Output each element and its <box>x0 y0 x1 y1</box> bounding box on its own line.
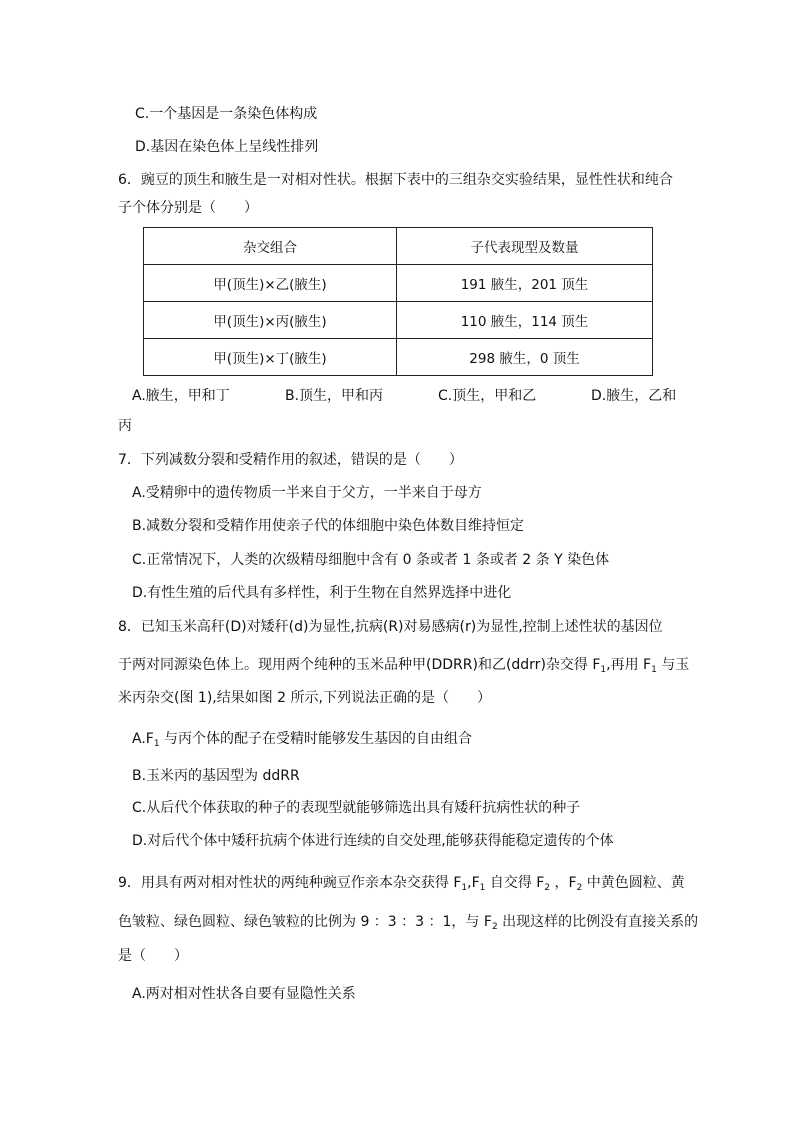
q6-option-d-continued: 丙 <box>118 418 132 434</box>
q8-stem-text: 于两对同源染色体上。现用两个纯种的玉米品种甲(DDRR)和乙(ddrr)杂交得 F <box>118 657 601 673</box>
table-row <box>144 339 653 376</box>
q9-stem-text: 9．用具有两对相对性状的两纯种豌豆作亲本杂交获得 F <box>118 875 462 891</box>
q6-stem-line2: 子个体分别是（ ） <box>118 200 258 216</box>
subscript: 1 <box>651 665 657 675</box>
q9-stem-text: ,F <box>467 875 480 891</box>
subscript: 1 <box>479 883 486 893</box>
q6-option-c: C.顶生，甲和乙 <box>438 388 537 404</box>
q7-option-a: A.受精卵中的遗传物质一半来自于父方，一半来自于母方 <box>132 485 482 501</box>
q6-stem-line1: 6．豌豆的顶生和腋生是一对相对性状。根据下表中的三组杂交实验结果，显性性状和纯合 <box>118 172 673 188</box>
q9-stem-line1 <box>118 873 685 898</box>
table-row <box>144 302 653 339</box>
q9-stem-line2 <box>118 912 698 937</box>
q8-option-d: D.对后代个体中矮秆抗病个体进行连续的自交处理,能够获得能稳定遗传的个体 <box>132 833 614 849</box>
table-header-cell: 子代表现型及数量 <box>397 228 653 265</box>
table-row <box>144 265 653 302</box>
subscript: 1 <box>153 739 160 749</box>
q8-stem-line2 <box>118 655 689 680</box>
subscript: 2 <box>491 922 498 932</box>
q6-option-b: B.顶生，甲和丙 <box>285 388 384 404</box>
subscript: 1 <box>461 883 468 893</box>
q6-option-a: A.腋生，甲和丁 <box>132 388 230 404</box>
q5-option-d: D.基因在染色体上呈线性排列 <box>135 139 319 155</box>
table-cell: 甲(顶生)×丁(腋生) <box>144 339 397 376</box>
q9-stem-text: ，F <box>550 875 577 891</box>
q9-stem-text: 出现这样的比例没有直接关系的 <box>497 914 699 930</box>
q8-stem-text: 与玉 <box>656 657 690 673</box>
q9-stem-line3: 是（ ） <box>118 948 188 964</box>
q8-stem-text: ,再用 F <box>606 657 652 673</box>
q7-option-b: B.减数分裂和受精作用使亲子代的体细胞中染色体数目维持恒定 <box>132 518 525 534</box>
table-cell: 甲(顶生)×丙(腋生) <box>144 302 397 339</box>
q8-stem-line3: 米丙杂交(图 1),结果如图 2 所示,下列说法正确的是（ ） <box>118 690 491 706</box>
subscript: 2 <box>576 883 583 893</box>
q9-stem-text: 中黄色圆粒、黄 <box>582 875 685 891</box>
q8-option-text: 与丙个体的配子在受精时能够发生基因的自由组合 <box>159 731 473 747</box>
q7-option-d: D.有性生殖的后代具有多样性，利于生物在自然界选择中进化 <box>132 585 512 601</box>
q9-option-a: A.两对相对性状各自要有显隐性关系 <box>132 986 356 1002</box>
table-cell: 191 腋生，201 顶生 <box>397 265 653 302</box>
table-cell: 298 腋生，0 顶生 <box>397 339 653 376</box>
table-header-row <box>144 228 653 265</box>
table-header-cell: 杂交组合 <box>144 228 397 265</box>
q9-stem-text: 色皱粒、绿色圆粒、绿色皱粒的比例为 9 ：3 ：3 ：1，与 F <box>118 914 492 930</box>
q8-option-text: A.F <box>132 731 154 747</box>
cross-results-table <box>143 227 653 376</box>
table-cell: 甲(顶生)×乙(腋生) <box>144 265 397 302</box>
q9-stem-text: 自交得 F <box>485 875 545 891</box>
q8-option-a <box>132 729 472 754</box>
subscript: 2 <box>544 883 551 893</box>
q6-option-d: D.腋生，乙和 <box>591 388 677 404</box>
q5-option-c: C.一个基因是一条染色体构成 <box>135 106 318 122</box>
q7-stem: 7．下列减数分裂和受精作用的叙述，错误的是（ ） <box>118 452 463 468</box>
q8-option-c: C.从后代个体获取的种子的表现型就能够筛选出具有矮秆抗病性状的种子 <box>132 800 581 816</box>
q8-option-b: B.玉米丙的基因型为 ddRR <box>132 768 300 784</box>
table-cell: 110 腋生，114 顶生 <box>397 302 653 339</box>
q8-stem-line1: 8．已知玉米高秆(D)对矮秆(d)为显性,抗病(R)对易感病(r)为显性,控制上述性状的基因位 <box>118 619 663 635</box>
subscript: 1 <box>600 665 607 675</box>
q7-option-c: C.正常情况下，人类的次级精母细胞中含有 0 条或者 1 条或者 2 条 Y 染色体 <box>132 552 610 568</box>
